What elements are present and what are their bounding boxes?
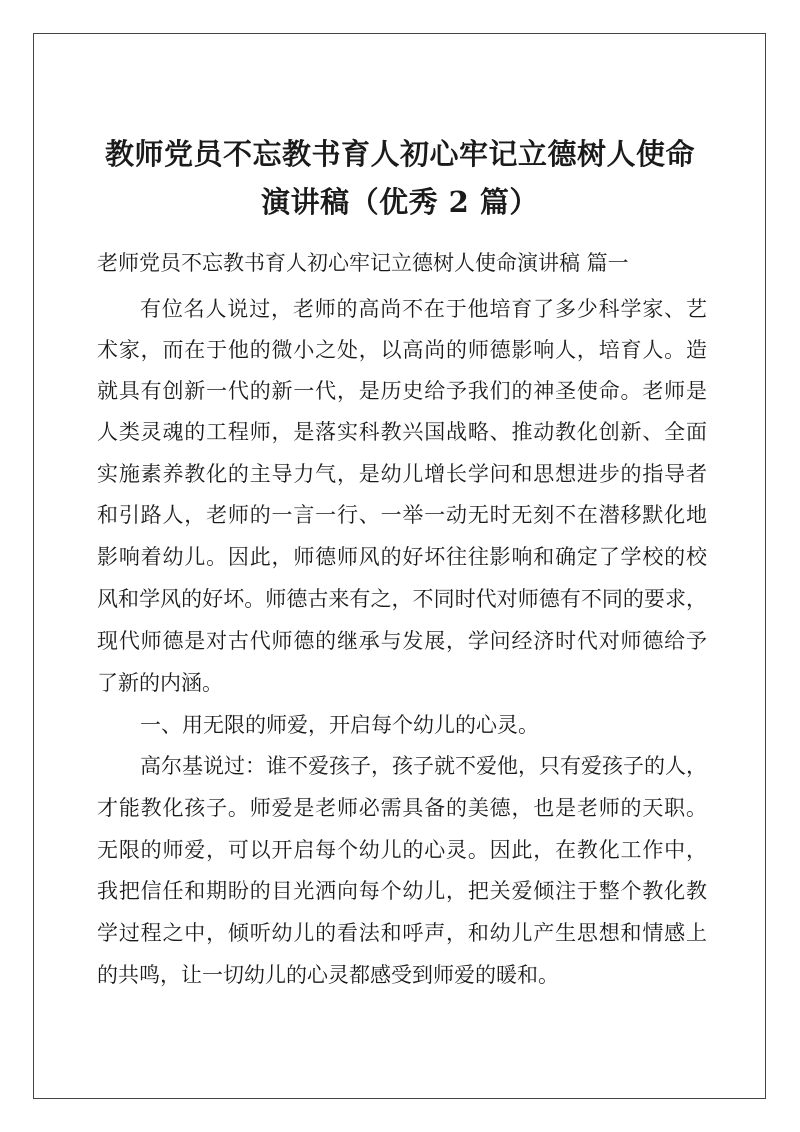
- section-subtitle: 老师党员不忘教书育人初心牢记立德树人使命演讲稿 篇一: [97, 251, 629, 275]
- paragraph-line: 才能教化孩子。师爱是老师必需具备的美德，也是老师的天职。: [97, 796, 707, 820]
- paragraph-line: 我把信任和期盼的目光洒向每个幼儿，把关爱倾注于整个教化教: [97, 879, 707, 903]
- paragraph-line: 就具有创新一代的新一代，是历史给予我们的神圣使命。老师是: [97, 379, 707, 403]
- section-heading: 一、用无限的师爱，开启每个幼儿的心灵。: [140, 713, 539, 737]
- paragraph-line: 高尔基说过：谁不爱孩子，孩子就不爱他，只有爱孩子的人，: [140, 754, 707, 778]
- paragraph-line: 有位名人说过，老师的高尚不在于他培育了多少科学家、艺: [140, 297, 707, 321]
- paragraph-line: 学过程之中，倾听幼儿的看法和呼声，和幼儿产生思想和情感上: [97, 921, 707, 945]
- document-title-line-2: 演讲稿（优秀 2 篇）: [261, 185, 539, 219]
- paragraph-line: 无限的师爱，可以开启每个幼儿的心灵。因此，在教化工作中，: [97, 838, 707, 862]
- paragraph-line: 实施素养教化的主导力气，是幼儿增长学问和思想进步的指导者: [97, 462, 707, 486]
- paragraph-line: 术家，而在于他的微小之处，以高尚的师德影响人，培育人。造: [97, 338, 707, 362]
- document-title-line-1: 教师党员不忘教书育人初心牢记立德树人使命: [104, 137, 695, 171]
- paragraph-line: 风和学风的好坏。师德古来有之，不同时代对师德有不同的要求，: [97, 587, 707, 611]
- paragraph-line: 现代师德是对古代师德的继承与发展，学问经济时代对师德给予: [97, 629, 707, 653]
- paragraph-line: 和引路人，老师的一言一行、一举一动无时无刻不在潜移默化地: [97, 503, 707, 527]
- paragraph-line: 了新的内涵。: [97, 671, 223, 695]
- paragraph-line: 的共鸣，让一切幼儿的心灵都感受到师爱的暖和。: [97, 963, 559, 987]
- paragraph-line: 人类灵魂的工程师，是落实科教兴国战略、推动教化创新、全面: [97, 420, 707, 444]
- paragraph-line: 影响着幼儿。因此，师德师风的好坏往往影响和确定了学校的校: [97, 545, 707, 569]
